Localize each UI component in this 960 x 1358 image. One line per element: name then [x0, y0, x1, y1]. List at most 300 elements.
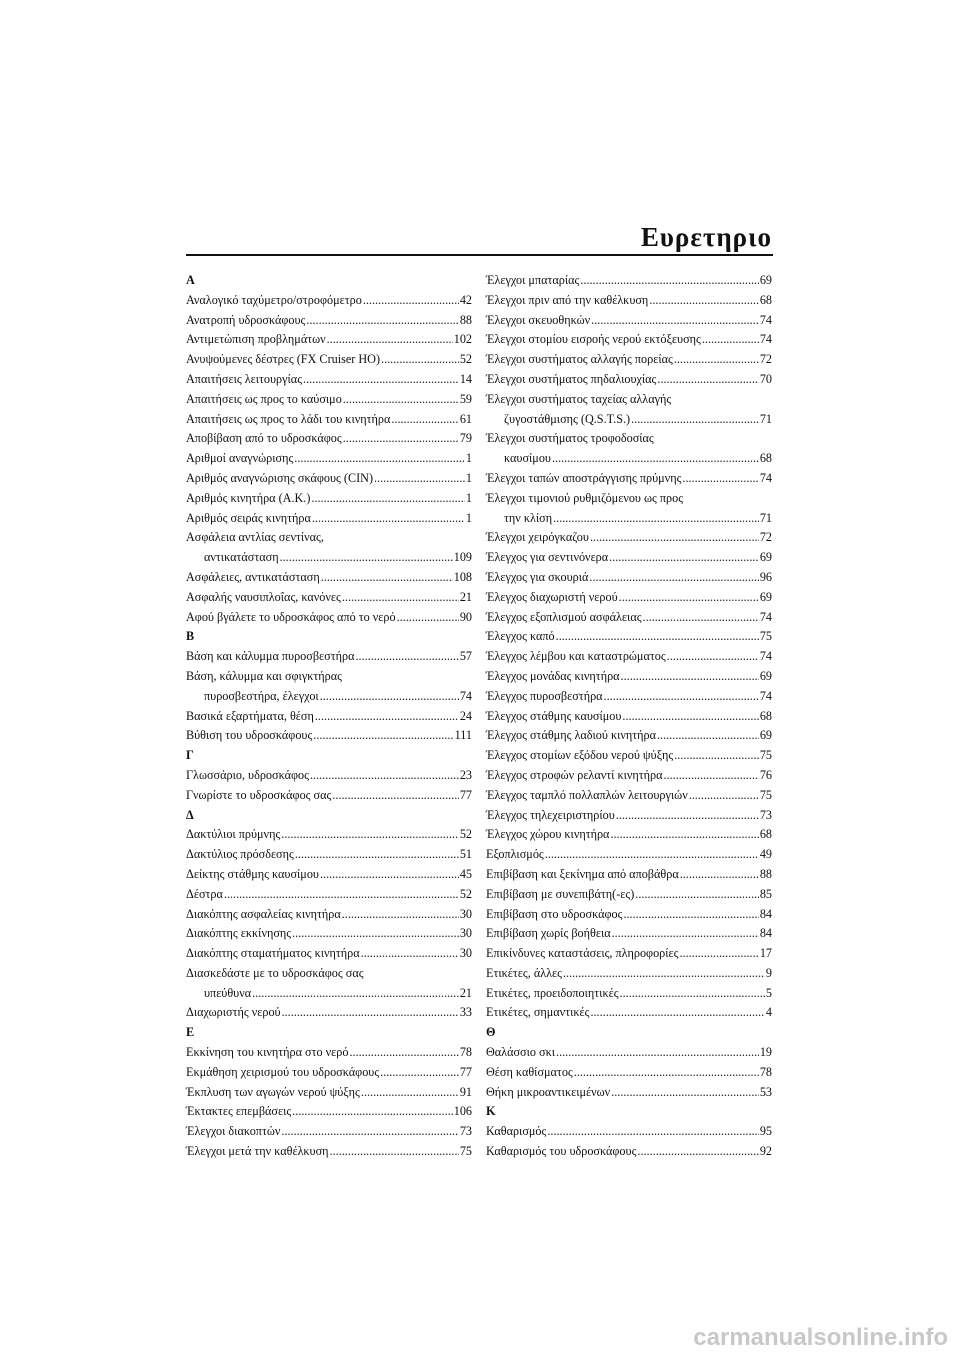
index-entry: [486, 330, 772, 350]
index-entry-text: Έκπλυση των αγωγών νερού ψύξης: [186, 1084, 360, 1099]
dot-leader: [320, 687, 459, 707]
index-entry-text: Έλεγχοι διακοπτών: [186, 1124, 281, 1139]
index-entry: [186, 726, 472, 746]
dot-leader: [590, 528, 759, 548]
index-entry-page: 19: [759, 1045, 772, 1060]
index-entry: [486, 885, 772, 905]
index-entry: [486, 509, 772, 529]
dot-leader: [361, 1083, 459, 1103]
index-entry: [486, 1043, 772, 1063]
dot-leader: [315, 707, 459, 727]
index-entry-text: Αριθμός κινητήρα (Α.Κ.): [186, 490, 311, 505]
index-entry: [186, 588, 472, 608]
index-entry-page: 69: [759, 550, 772, 565]
index-entry: [186, 766, 472, 786]
index-entry-text: υπεύθυνα: [204, 985, 252, 1000]
index-entry-page: 74: [759, 688, 772, 703]
index-entry-text: Έκτακτες επεμβάσεις: [186, 1104, 292, 1119]
dot-leader: [591, 311, 759, 331]
index-entry: [186, 845, 472, 865]
dot-leader: [332, 786, 458, 806]
index-entry: [486, 1063, 772, 1083]
index-entry-page: 5: [765, 985, 772, 1000]
dot-leader: [574, 1063, 759, 1083]
index-entry-page: 75: [759, 629, 772, 644]
dot-leader: [306, 311, 458, 331]
index-entry-text: Έλεγχος εξοπλισμού ασφάλειας: [486, 609, 642, 624]
index-entry: [486, 410, 772, 430]
index-entry-page: 49: [759, 847, 772, 862]
index-entry-text: Βάση και κάλυμμα πυροσβεστήρα: [186, 649, 355, 664]
index-entry-page: 73: [459, 1124, 472, 1139]
index-entry: [186, 291, 472, 311]
index-entry-page: 30: [459, 946, 472, 961]
index-entry-page: 74: [759, 332, 772, 347]
index-entry-continued: Ασφάλεια αντλίας σεντίνας,: [186, 530, 324, 545]
index-entry-text: Διαχωριστής νερού: [186, 1005, 281, 1020]
dot-leader: [643, 608, 759, 628]
index-entry-text: Έλεγχοι μετά την καθέλκυση: [186, 1144, 329, 1159]
index-entry: [186, 489, 472, 509]
dot-leader: [609, 548, 759, 568]
index-entry-text: Αφού βγάλετε το υδροσκάφος από το νερό: [186, 609, 396, 624]
index-entry-continued: Έλεγχοι συστήματος ταχείας αλλαγής: [486, 391, 672, 406]
index-entry: [486, 944, 772, 964]
index-entry: [186, 707, 472, 727]
index-entry: [486, 271, 772, 291]
index-entry-text: Έλεγχοι χειρόγκαζου: [486, 530, 589, 545]
index-entry-page: 42: [459, 292, 472, 307]
index-entry-text: Έλεγχοι συστήματος αλλαγής πορείας: [486, 352, 673, 367]
index-entry-text: Ασφάλειες, αντικατάσταση: [186, 569, 320, 584]
index-entry-text: Αποβίβαση από το υδροσκάφος: [186, 431, 342, 446]
index-entry-page: 71: [759, 411, 772, 426]
dot-leader: [679, 944, 758, 964]
dot-leader: [589, 568, 758, 588]
index-entry-page: 45: [459, 866, 472, 881]
dot-leader: [563, 964, 765, 984]
dot-leader: [311, 489, 465, 509]
index-entry-page: 84: [759, 926, 772, 941]
dot-leader: [361, 944, 459, 964]
index-entry-text: Απαιτήσεις λειτουργίας: [186, 371, 303, 386]
index-entry-text: την κλίση: [504, 510, 553, 525]
index-entry-text: Εκκίνηση του κινητήρα στο νερό: [186, 1045, 349, 1060]
dot-leader: [343, 390, 459, 410]
index-section-letter: Α: [186, 273, 195, 287]
index-entry-page: 90: [459, 609, 472, 624]
index-entry-text: Έλεγχος πυροσβεστήρα: [486, 688, 603, 703]
dot-leader: [612, 924, 759, 944]
index-entry: [486, 548, 772, 568]
index-entry-text: Γνωρίστε το υδροσκάφος σας: [186, 787, 332, 802]
index-entry: [486, 667, 772, 687]
dot-leader: [590, 1003, 764, 1023]
index-entry-page: 1: [465, 510, 472, 525]
index-entry: [186, 1063, 472, 1083]
dot-leader: [342, 588, 459, 608]
index-entry-page: 61: [459, 411, 472, 426]
index-entry-text: Καθαρισμός: [486, 1124, 547, 1139]
dot-leader: [381, 350, 459, 370]
index-entry-text: Αριθμός αναγνώρισης σκάφους (CIN): [186, 470, 374, 485]
index-entry-page: 24: [459, 708, 472, 723]
index-entry-continued: Διασκεδάστε με το υδροσκάφος σας: [186, 965, 364, 980]
index-entry: [186, 548, 472, 568]
index-entry-page: 69: [759, 273, 772, 287]
index-entry-text: Επιβίβαση με συνεπιβάτη(-ες): [486, 886, 635, 901]
dot-leader: [635, 885, 759, 905]
index-entry-text: Επιβίβαση στο υδροσκάφος: [486, 906, 623, 921]
index-entry-text: Έλεγχος στομίων εξόδου νερού ψύξης: [486, 748, 674, 763]
index-entry: [486, 746, 772, 766]
index-entry-page: 88: [459, 312, 472, 327]
dot-leader: [649, 291, 759, 311]
index-entry-text: Έλεγχος λέμβου και καταστρώματος: [486, 649, 666, 664]
index-entry-page: 52: [459, 352, 472, 367]
dot-leader: [623, 905, 758, 925]
index-column-left: [186, 271, 472, 1162]
index-entry-text: Γλωσσάριο, υδροσκάφος: [186, 767, 309, 782]
index-entry-page: 74: [759, 312, 772, 327]
index-entry: [486, 825, 772, 845]
index-entry-text: Διακόπτης σταματήματος κινητήρα: [186, 946, 360, 961]
index-entry-page: 106: [453, 1104, 472, 1119]
dot-leader: [622, 707, 758, 727]
index-entry-page: 74: [759, 609, 772, 624]
index-entry-page: 21: [459, 985, 472, 1000]
index-entry: [486, 1083, 772, 1103]
index-entry-text: Διακόπτης ασφαλείας κινητήρα: [186, 906, 341, 921]
index-entry: [186, 1102, 472, 1122]
index-entry-page: 17: [759, 946, 772, 961]
index-entry: [186, 647, 472, 667]
index-entry-page: 52: [459, 886, 472, 901]
index-entry-page: 69: [759, 668, 772, 683]
index-entry-page: 53: [759, 1084, 772, 1099]
index-section-letter: Ε: [186, 1025, 195, 1040]
index-entry: [486, 568, 772, 588]
index-column-right: [486, 271, 772, 1162]
dot-leader: [674, 746, 759, 766]
index-entry-page: 14: [459, 371, 472, 386]
index-entry-page: 1: [465, 470, 472, 485]
index-entry: [186, 509, 472, 529]
index-entry-page: 109: [453, 550, 472, 565]
index-entry-text: Δέστρα: [186, 886, 223, 901]
index-entry-continued: Έλεγχοι συστήματος τροφοδοσίας: [486, 431, 654, 446]
dot-leader: [667, 647, 759, 667]
index-entry-page: 75: [459, 1144, 472, 1159]
index-entry-text: Απαιτήσεις ως προς το λάδι του κινητήρα: [186, 411, 391, 426]
index-entry-text: Δείκτης στάθμης καυσίμου: [186, 866, 319, 881]
index-entry: [486, 311, 772, 331]
index-entry-page: 21: [459, 589, 472, 604]
index-entry-text: Θέση καθίσματος: [486, 1064, 573, 1079]
index-entry: [486, 726, 772, 746]
index-entry: [486, 924, 772, 944]
index-entry-text: Έλεγχος χώρου κινητήρα: [486, 827, 610, 842]
dot-leader: [680, 865, 759, 885]
index-entry-page: 76: [759, 767, 772, 782]
index-entry-page: 88: [759, 866, 772, 881]
index-entry-text: Θαλάσσιο σκι: [486, 1045, 556, 1060]
index-entry-page: 78: [459, 1045, 472, 1060]
index-entry-page: 102: [453, 332, 472, 347]
index-entry: [486, 707, 772, 727]
index-entry: [186, 944, 472, 964]
index-entry-text: Έλεγχοι μπαταρίας: [486, 273, 580, 287]
dot-leader: [391, 410, 458, 430]
index-entry-page: 72: [759, 352, 772, 367]
index-entry: [186, 469, 472, 489]
dot-leader: [552, 449, 759, 469]
dot-leader: [702, 330, 759, 350]
index-entry-text: Έλεγχος μονάδας κινητήρα: [486, 668, 620, 683]
index-entry: [186, 1003, 472, 1023]
dot-leader: [689, 786, 759, 806]
dot-leader: [294, 449, 465, 469]
dot-leader: [664, 766, 759, 786]
dot-leader: [224, 885, 459, 905]
dot-leader: [620, 984, 765, 1004]
index-entry: [486, 449, 772, 469]
dot-leader: [637, 1142, 758, 1162]
index-entry-text: καυσίμου: [504, 451, 551, 466]
index-entry-page: 79: [459, 431, 472, 446]
index-entry-text: Ασφαλής ναυσιπλοΐας, κανόνες: [186, 589, 341, 604]
index-entry-page: 78: [759, 1064, 772, 1079]
index-entry: [186, 311, 472, 331]
watermark: carmanualsonline.info: [693, 1324, 948, 1351]
dot-leader: [610, 825, 758, 845]
index-entry-page: 1: [465, 490, 472, 505]
index-entry-text: Έλεγχος τηλεχειριστηρίου: [486, 807, 615, 822]
index-entry: [186, 885, 472, 905]
index-entry: [486, 627, 772, 647]
index-entry: [486, 687, 772, 707]
dot-leader: [280, 548, 453, 568]
index-section-letter: Γ: [186, 748, 194, 763]
index-entry-text: Έλεγχος για σεντινόνερα: [486, 550, 609, 565]
index-entry-page: 74: [459, 688, 472, 703]
index-entry-page: 75: [759, 748, 772, 763]
index-entry-page: 75: [759, 787, 772, 802]
dot-leader: [604, 687, 759, 707]
index-entry-text: Έλεγχος καπό: [486, 629, 555, 644]
index-entry-page: 111: [454, 728, 472, 743]
index-entry-text: Βύθιση του υδροσκάφους: [186, 728, 313, 743]
index-entry-text: Έλεγχος διαχωριστή νερού: [486, 589, 618, 604]
dot-leader: [556, 627, 759, 647]
dot-leader: [631, 410, 759, 430]
dot-leader: [349, 1043, 458, 1063]
dot-leader: [616, 806, 759, 826]
dot-leader: [313, 726, 453, 746]
title-rule: [186, 254, 773, 256]
index-entry-text: Ετικέτες, άλλες: [486, 965, 562, 980]
index-entry: [486, 469, 772, 489]
index-entry: [486, 608, 772, 628]
index-entry: [486, 865, 772, 885]
index-entry-text: Ανυψούμενες δέστρες (FX Cruiser HO): [186, 352, 381, 367]
index-entry-text: Δακτύλιοι πρύμνης: [186, 827, 281, 842]
dot-leader: [282, 1003, 459, 1023]
index-entry-text: Έλεγχοι ταπών αποστράγγισης πρύμνης: [486, 470, 682, 485]
dot-leader: [545, 845, 759, 865]
index-entry-page: 69: [759, 728, 772, 743]
index-entry-text: Επιβίβαση και ξεκίνημα από αποβάθρα: [486, 866, 679, 881]
dot-leader: [553, 509, 759, 529]
index-entry-text: Έλεγχος στροφών ρελαντί κινητήρα: [486, 767, 663, 782]
index-entry: [186, 984, 472, 1004]
dot-leader: [674, 350, 759, 370]
index-entry-text: Διακόπτης εκκίνησης: [186, 926, 292, 941]
index-entry: [486, 528, 772, 548]
index-entry-text: Αναλογικό ταχύμετρο/στροφόμετρο: [186, 292, 362, 307]
dot-leader: [556, 1043, 759, 1063]
index-entry: [186, 449, 472, 469]
dot-leader: [374, 469, 465, 489]
dot-leader: [547, 1122, 758, 1142]
index-entry: [186, 1142, 472, 1162]
index-entry-text: Ετικέτες, σημαντικές: [486, 1005, 590, 1020]
index-entry-page: 108: [453, 569, 472, 584]
dot-leader: [611, 1083, 759, 1103]
dot-leader: [292, 1102, 453, 1122]
dot-leader: [580, 271, 758, 291]
index-entry: [486, 905, 772, 925]
index-entry: [486, 1142, 772, 1162]
dot-leader: [657, 726, 759, 746]
index-entry-page: 30: [459, 926, 472, 941]
index-entry: [186, 410, 472, 430]
index-entry-page: 9: [765, 965, 772, 980]
index-entry: [186, 390, 472, 410]
index-entry: [486, 370, 772, 390]
index-entry-page: 68: [759, 708, 772, 723]
index-entry-page: 33: [459, 1005, 472, 1020]
index-entry-page: 77: [459, 1064, 472, 1079]
dot-leader: [621, 667, 759, 687]
dot-leader: [321, 568, 453, 588]
dot-leader: [295, 845, 459, 865]
index-entry-text: Έλεγχοι πριν από την καθέλκυση: [486, 292, 649, 307]
index-entry: [486, 786, 772, 806]
dot-leader: [312, 509, 465, 529]
dot-leader: [303, 370, 459, 390]
index-entry-page: 68: [759, 451, 772, 466]
dot-leader: [252, 984, 459, 1004]
index-entry-page: 77: [459, 787, 472, 802]
dot-leader: [330, 1142, 459, 1162]
index-entry-text: Έλεγχος στάθμης λαδιού κινητήρα: [486, 728, 656, 743]
index-entry-text: Εξοπλισμός: [486, 847, 544, 862]
index-entry-page: 4: [765, 1005, 772, 1020]
index-entry-page: 74: [759, 649, 772, 664]
index-entry: [486, 1122, 772, 1142]
index-entry-text: Ετικέτες, προειδοποιητικές: [486, 985, 619, 1000]
index-entry-text: Έλεγχοι σκευοθηκών: [486, 312, 591, 327]
index-entry-text: Δακτύλιος πρόσδεσης: [186, 847, 294, 862]
index-section-letter: Δ: [186, 807, 194, 822]
index-entry-text: Εκμάθηση χειρισμού του υδροσκάφους: [186, 1064, 380, 1079]
index-entry-text: πυροσβεστήρα, έλεγχοι: [204, 688, 319, 703]
dot-leader: [682, 469, 758, 489]
index-entry-page: 52: [459, 827, 472, 842]
index-entry-page: 59: [459, 391, 472, 406]
index-entry-text: Θήκη μικροαντικειμένων: [486, 1084, 611, 1099]
index-entry-page: 30: [459, 906, 472, 921]
index-entry-page: 68: [759, 292, 772, 307]
index-entry-page: 73: [759, 807, 772, 822]
dot-leader: [343, 429, 459, 449]
index-entry-page: 95: [759, 1124, 772, 1139]
index-entry-page: 71: [759, 510, 772, 525]
index-entry: [186, 825, 472, 845]
index-entry-text: Αριθμός σειράς κινητήρα: [186, 510, 311, 525]
index-entry-page: 1: [465, 451, 472, 466]
index-entry: [486, 647, 772, 667]
dot-leader: [397, 608, 459, 628]
index-entry-continued: Έλεγχοι τιμονιού ρυθμιζόμενου ως προς: [486, 490, 684, 505]
dot-leader: [619, 588, 759, 608]
index-entry-page: 23: [459, 767, 472, 782]
index-entry: [186, 905, 472, 925]
index-entry: [186, 1083, 472, 1103]
index-entry-text: Καθαρισμός του υδροσκάφους: [486, 1144, 637, 1159]
dot-leader: [657, 370, 758, 390]
index-entry-text: Έλεγχος ταμπλό πολλαπλών λειτουργιών: [486, 787, 688, 802]
index-entry: [486, 588, 772, 608]
dot-leader: [292, 924, 459, 944]
dot-leader: [320, 865, 459, 885]
index-section-letter: Θ: [486, 1025, 496, 1040]
index-entry: [486, 806, 772, 826]
dot-leader: [281, 1122, 458, 1142]
index-entry: [186, 786, 472, 806]
index-entry-page: 72: [759, 530, 772, 545]
index-entry: [186, 330, 472, 350]
index-entry-text: Ανατροπή υδροσκάφους: [186, 312, 306, 327]
index-entry: [486, 350, 772, 370]
index-entry-text: Έλεγχοι στομίου εισροής νερού εκτόξευσης: [486, 332, 701, 347]
index-entry-text: Απαιτήσεις ως προς το καύσιμο: [186, 391, 342, 406]
index-entry: [486, 964, 772, 984]
index-section-letter: Β: [186, 629, 195, 644]
index-entry: [186, 429, 472, 449]
index-entry-text: Βασικά εξαρτήματα, θέση: [186, 708, 314, 723]
index-entry-text: αντικατάσταση: [204, 550, 279, 565]
index-entry-page: 68: [759, 827, 772, 842]
index-entry: [186, 370, 472, 390]
index-entry: [486, 766, 772, 786]
index-entry-page: 70: [759, 371, 772, 386]
index-entry-page: 74: [759, 470, 772, 485]
index-entry-text: Επιβίβαση χωρίς βοήθεια: [486, 926, 611, 941]
page-title: Ευρετηριο: [640, 222, 772, 252]
index-entry: [486, 845, 772, 865]
dot-leader: [327, 330, 453, 350]
index-entry: [486, 984, 772, 1004]
index-entry-page: 51: [459, 847, 472, 862]
index-entry-text: Επικίνδυνες καταστάσεις, πληροφορίες: [486, 946, 679, 961]
dot-leader: [363, 291, 459, 311]
index-entry: [186, 568, 472, 588]
index-entry: [186, 608, 472, 628]
index-entry: [186, 350, 472, 370]
index-entry: [186, 1122, 472, 1142]
